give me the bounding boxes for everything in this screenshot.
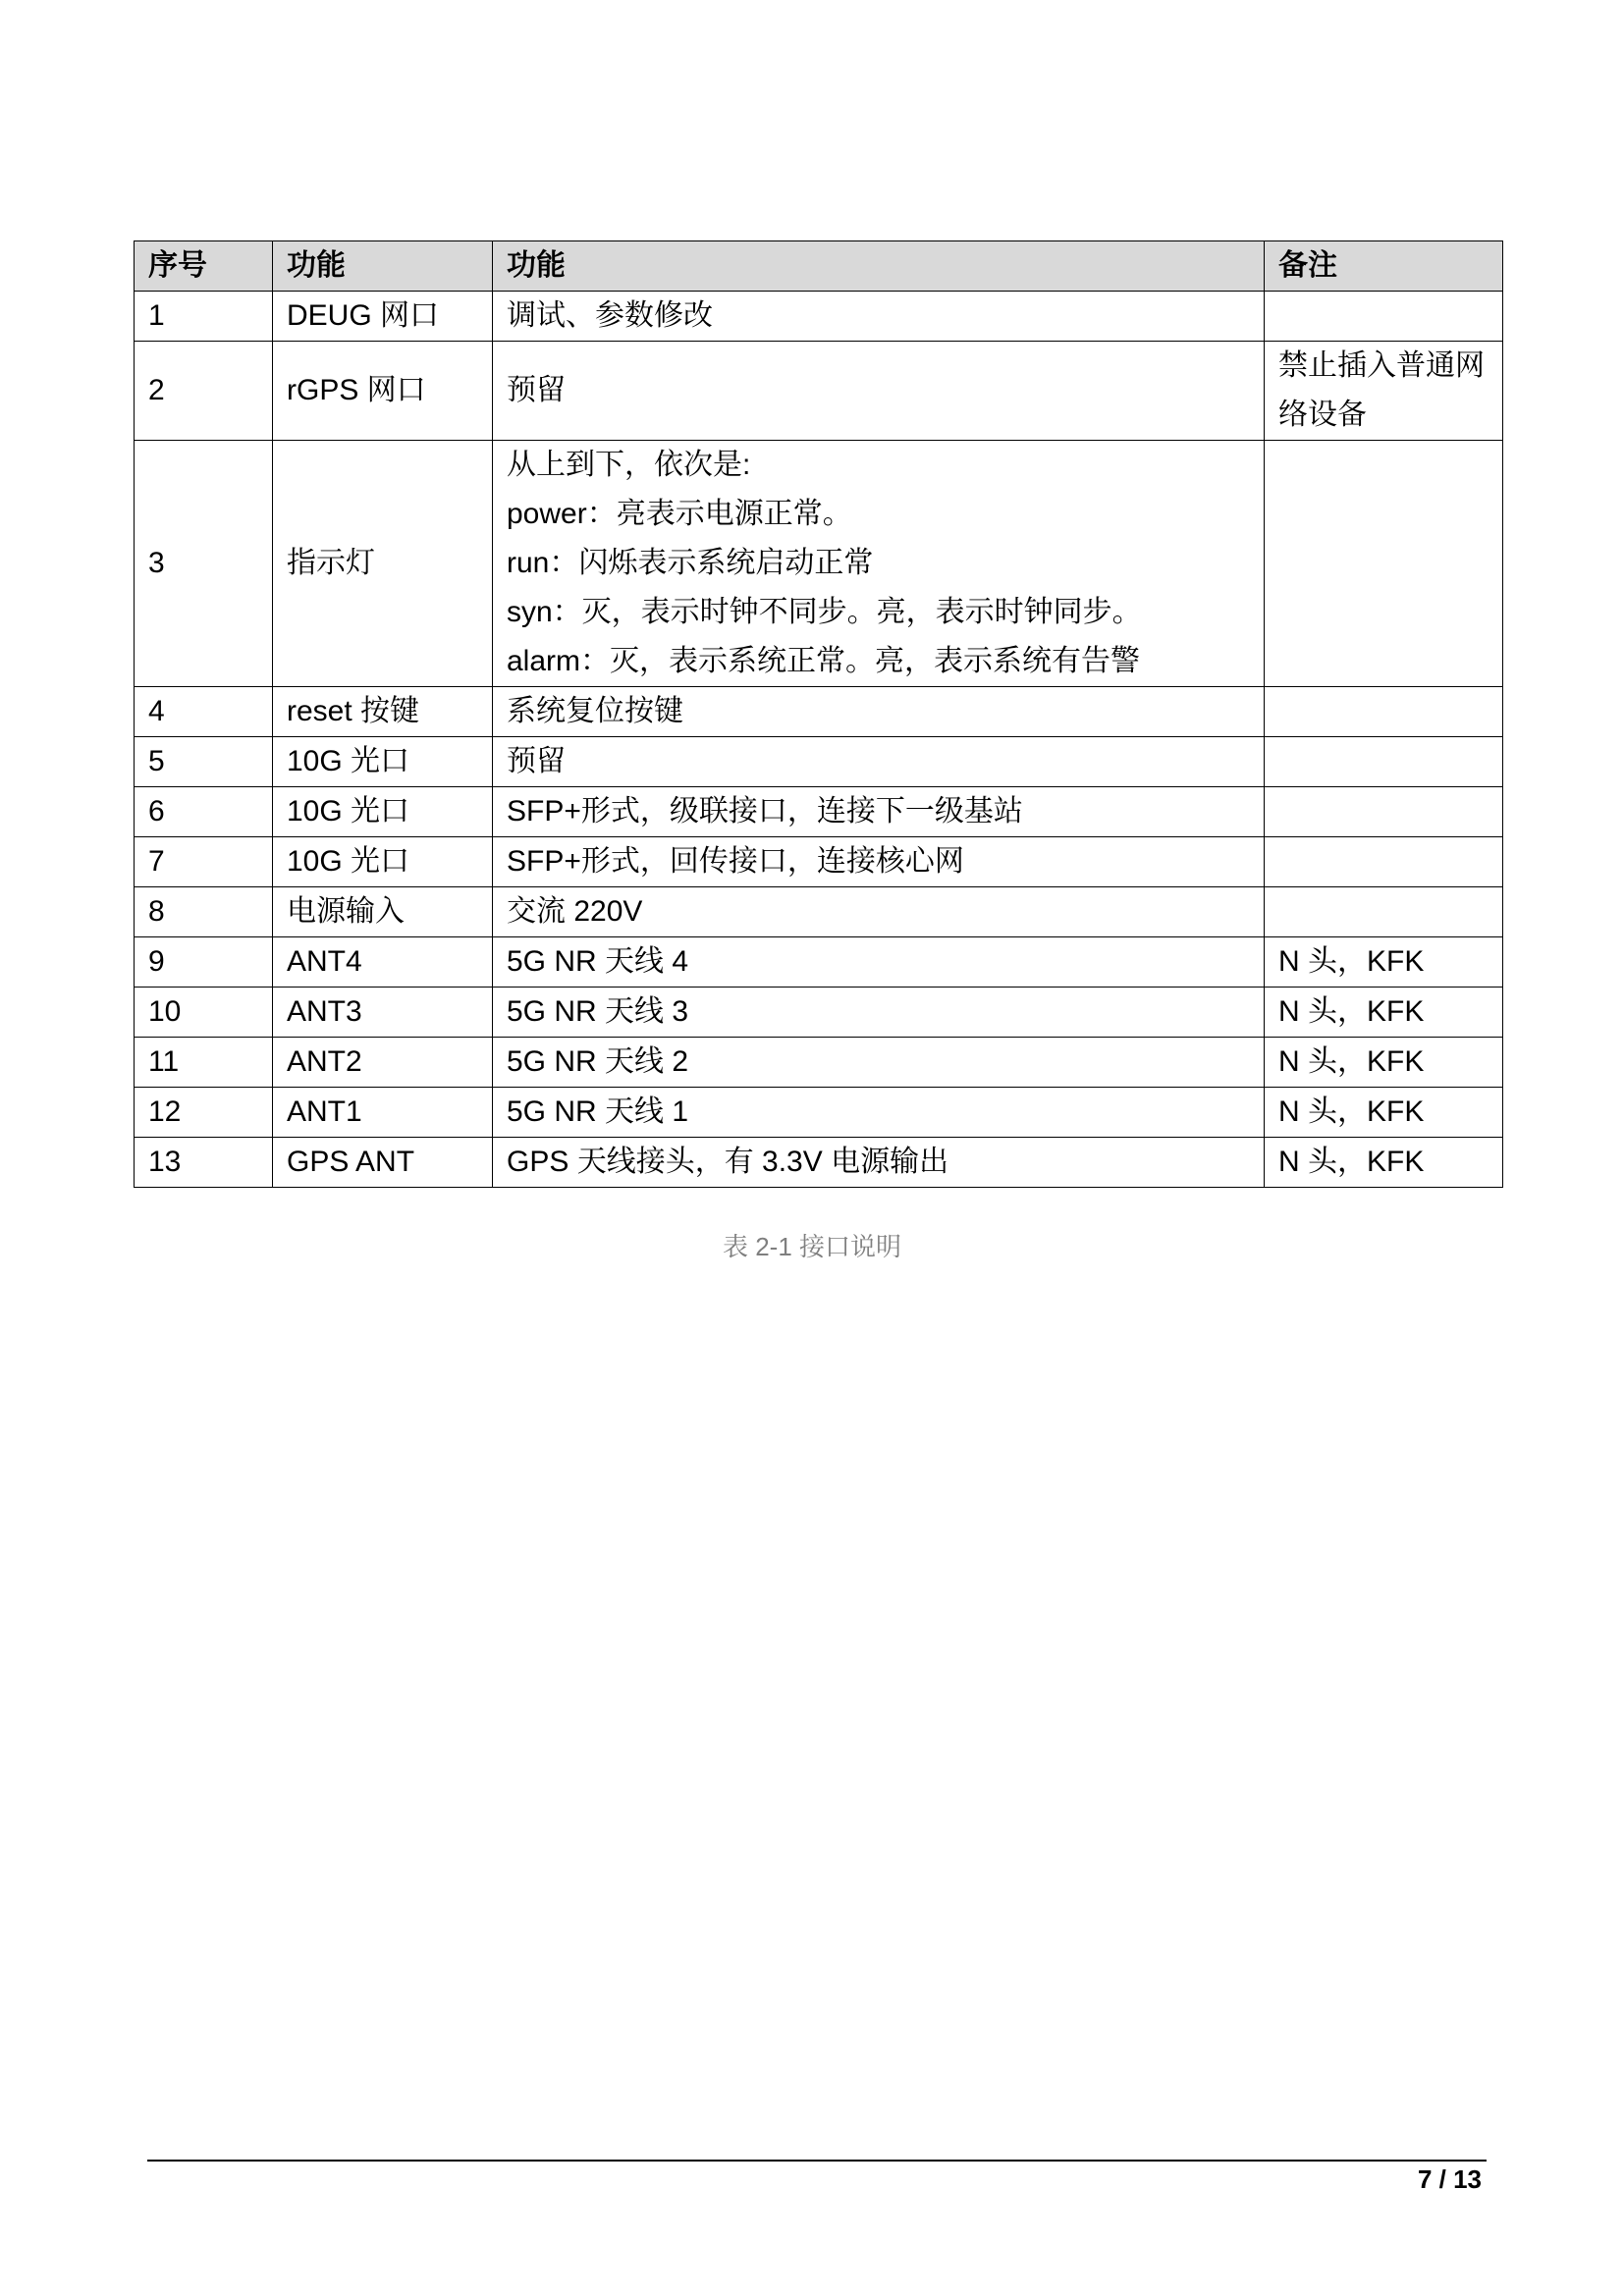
cell-function: [493, 1038, 1265, 1088]
table-caption: 表 2-1 接口说明: [722, 1232, 902, 1261]
interface-table: [134, 240, 1503, 1188]
cell-note: [1265, 1138, 1503, 1188]
cell-note: [1265, 292, 1503, 342]
cell-no: 4: [135, 687, 273, 737]
cell-note: [1265, 687, 1503, 737]
function-line: 交流 220V: [507, 895, 643, 928]
function-line: 系统复位按键: [507, 695, 683, 727]
table-row: [135, 887, 1503, 937]
cell-note: [1265, 988, 1503, 1038]
table-row: [135, 1088, 1503, 1138]
function-line: syn：灭，表示时钟不同步。亮，表示时钟同步。: [507, 596, 1142, 628]
function-line: run：闪烁表示系统启动正常: [507, 547, 874, 579]
cell-no: 13: [135, 1138, 273, 1188]
cell-note: [1265, 737, 1503, 787]
table-row: [135, 342, 1503, 441]
note-line: N 头，KFK: [1278, 1095, 1425, 1128]
cell-name: reset 按键: [273, 687, 493, 737]
cell-name: ANT2: [273, 1038, 493, 1088]
header-cell-no: 序号: [135, 241, 273, 292]
cell-no: 12: [135, 1088, 273, 1138]
cell-name: ANT3: [273, 988, 493, 1038]
cell-note: [1265, 342, 1503, 441]
cell-name: GPS ANT: [273, 1138, 493, 1188]
function-line: SFP+形式，回传接口，连接核心网: [507, 845, 964, 878]
cell-no: 9: [135, 937, 273, 988]
cell-name: 10G 光口: [273, 837, 493, 887]
cell-name: 10G 光口: [273, 737, 493, 787]
function-line: power：亮表示电源正常。: [507, 498, 852, 530]
function-line: 预留: [507, 374, 566, 406]
cell-function: [493, 737, 1265, 787]
page-number: 7 / 13: [1417, 2164, 1482, 2194]
function-line: 5G NR 天线 3: [507, 995, 689, 1028]
cell-name: 指示灯: [273, 441, 493, 687]
table-row: [135, 687, 1503, 737]
note-line: 禁止插入普通网: [1278, 349, 1485, 382]
cell-no: 8: [135, 887, 273, 937]
cell-function: [493, 292, 1265, 342]
function-line: alarm：灭，表示系统正常。亮，表示系统有告警: [507, 645, 1141, 677]
table-row: [135, 1038, 1503, 1088]
cell-name: 10G 光口: [273, 787, 493, 837]
cell-function: [493, 1138, 1265, 1188]
cell-no: 2: [135, 342, 273, 441]
cell-note: [1265, 887, 1503, 937]
cell-function: [493, 441, 1265, 687]
cell-function: [493, 937, 1265, 988]
function-line: 5G NR 天线 4: [507, 945, 689, 978]
cell-no: 7: [135, 837, 273, 887]
cell-name: 电源输入: [273, 887, 493, 937]
note-line: 络设备: [1278, 399, 1367, 431]
table-row: [135, 837, 1503, 887]
cell-no: 3: [135, 441, 273, 687]
cell-name: ANT1: [273, 1088, 493, 1138]
cell-note: [1265, 837, 1503, 887]
header-cell-note: 备注: [1265, 241, 1503, 292]
note-line: N 头，KFK: [1278, 1146, 1425, 1178]
function-line: 5G NR 天线 2: [507, 1045, 689, 1078]
cell-function: [493, 1088, 1265, 1138]
cell-note: [1265, 1088, 1503, 1138]
cell-name: rGPS 网口: [273, 342, 493, 441]
cell-note: [1265, 441, 1503, 687]
cell-no: 11: [135, 1038, 273, 1088]
table-header-row: [135, 241, 1503, 292]
table-row: [135, 787, 1503, 837]
table-row: [135, 937, 1503, 988]
header-cell-name: 功能: [273, 241, 493, 292]
cell-function: [493, 787, 1265, 837]
table-row: [135, 988, 1503, 1038]
cell-no: 5: [135, 737, 273, 787]
header-cell-function: 功能: [493, 241, 1265, 292]
cell-name: ANT4: [273, 937, 493, 988]
cell-note: [1265, 937, 1503, 988]
cell-function: [493, 887, 1265, 937]
note-line: N 头，KFK: [1278, 945, 1425, 978]
table-row: [135, 1138, 1503, 1188]
function-line: GPS 天线接头，有 3.3V 电源输出: [507, 1146, 949, 1178]
table-row: [135, 737, 1503, 787]
table-body: [135, 292, 1503, 1188]
cell-note: [1265, 787, 1503, 837]
cell-function: [493, 687, 1265, 737]
cell-function: [493, 988, 1265, 1038]
function-line: 调试、参数修改: [507, 299, 713, 332]
cell-no: 10: [135, 988, 273, 1038]
cell-function: [493, 837, 1265, 887]
footer-divider: [147, 2160, 1487, 2162]
function-line: 从上到下，依次是:: [507, 449, 751, 481]
table-row: [135, 441, 1503, 687]
function-line: 预留: [507, 745, 566, 777]
cell-no: 1: [135, 292, 273, 342]
function-line: SFP+形式，级联接口，连接下一级基站: [507, 795, 1023, 828]
note-line: N 头，KFK: [1278, 1045, 1425, 1078]
cell-function: [493, 342, 1265, 441]
function-line: 5G NR 天线 1: [507, 1095, 689, 1128]
table-row: [135, 292, 1503, 342]
cell-name: DEUG 网口: [273, 292, 493, 342]
note-line: N 头，KFK: [1278, 995, 1425, 1028]
cell-note: [1265, 1038, 1503, 1088]
cell-no: 6: [135, 787, 273, 837]
